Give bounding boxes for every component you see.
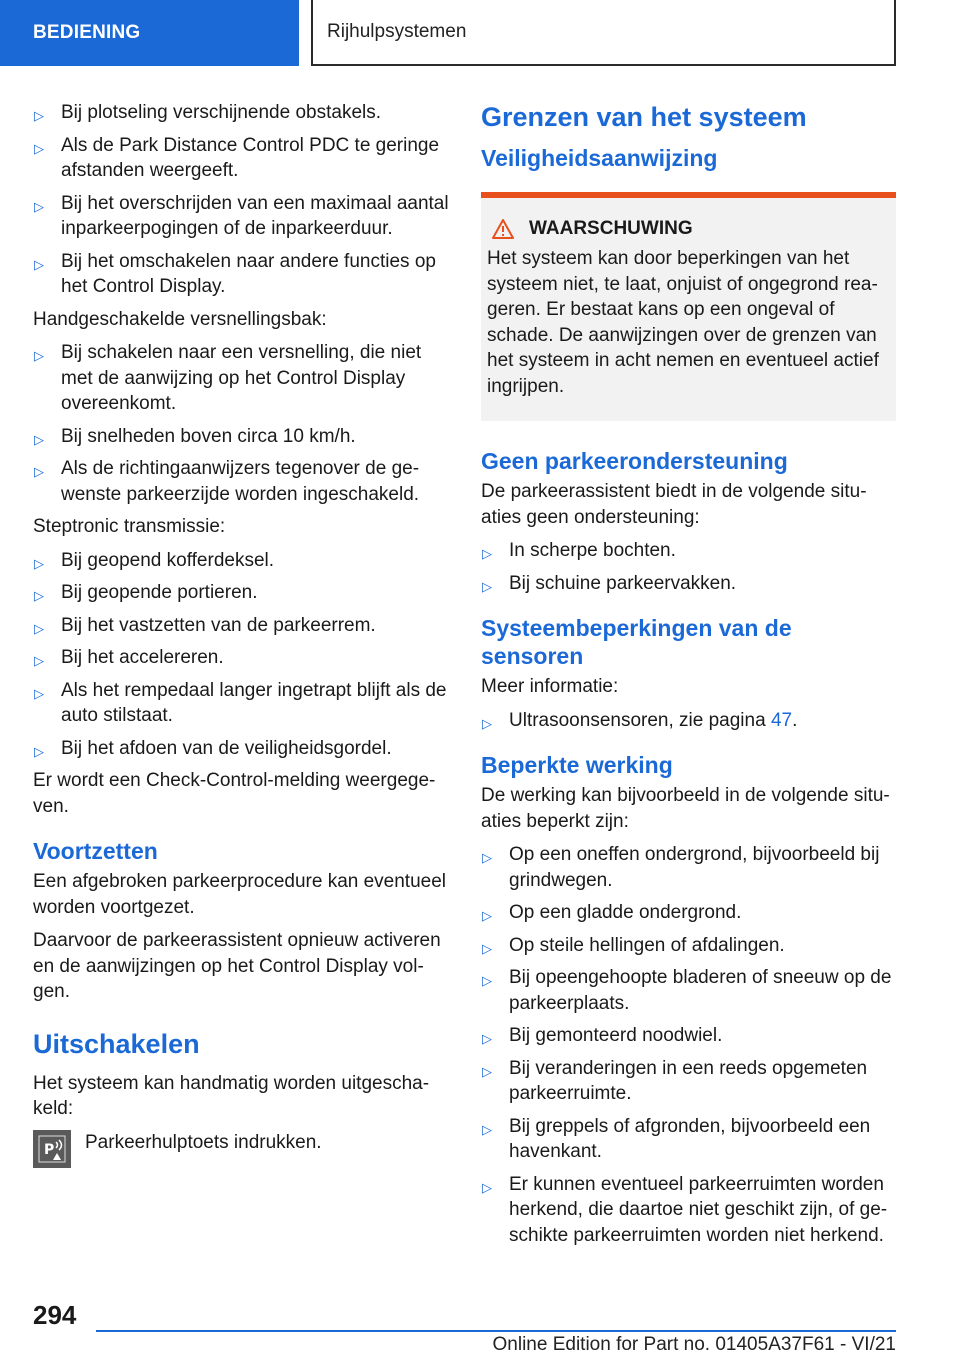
list-item: ▷ Bij greppels of afgronden, bijvoorbeeld een havenkant. xyxy=(482,1115,871,1162)
list-item: ▷ Op een oneffen ondergrond, bijvoorbeeld bij grindwegen. xyxy=(482,844,880,891)
limited-function-heading: Beperkte werking xyxy=(481,752,673,778)
list-item: ▷ Als de richtingaanwijzers tegenover de gewenste parkeerzijde worden ingeschakeld. xyxy=(34,458,420,505)
bullet-triangle-icon: ▷ xyxy=(482,715,492,731)
limited-function-paragraph: De werking kan bijvoorbeeld in de volgende situaties beperkt zijn: xyxy=(481,785,890,832)
bullet-triangle-icon: ▷ xyxy=(482,1063,492,1079)
bullet-triangle-icon: ▷ xyxy=(34,431,44,447)
safety-heading: Veiligheidsaanwijzing xyxy=(481,145,718,171)
voortzetten-paragraph-2: Daarvoor de parkeerassistent opnieuw activeren en de aanwijzingen op het Control Display volgen. xyxy=(33,930,441,1002)
uitschakelen-heading: Uitschakelen xyxy=(33,1028,200,1059)
page-link[interactable]: 47 xyxy=(770,709,793,731)
voortzetten-paragraph-1: Een afgebroken parkeerprocedure kan eventueel worden voortgezet. xyxy=(33,871,447,918)
no-support-list xyxy=(481,538,896,596)
list-item: ▷ Als de Park Distance Control PDC te geringe afstanden weergeeft. xyxy=(34,134,440,181)
list-item: ▷ Bij opeengehoopte bladeren of sneeuw op de parkeerplaats. xyxy=(482,967,892,1014)
voortzetten-heading: Voortzetten xyxy=(33,838,158,864)
list-item: ▷ Bij gemonteerd noodwiel. xyxy=(481,1023,896,1049)
limited-function-list xyxy=(481,842,896,1248)
bullet-triangle-icon: ▷ xyxy=(34,348,44,363)
section-title: BEDIENING xyxy=(33,22,141,43)
right-column xyxy=(481,100,896,1255)
uitschakelen-paragraph: Het systeem kan handmatig worden uitgeschakeld: xyxy=(33,1072,430,1119)
bullet-triangle-icon: ▷ xyxy=(34,653,44,668)
no-support-heading: Geen parkeerondersteuning xyxy=(481,448,788,474)
sensor-limits-heading: Systeembeperkingen van de sensoren xyxy=(481,615,792,669)
sensor-info-list xyxy=(481,708,896,734)
warning-box xyxy=(481,192,896,421)
list-item: ▷ Bij plotseling verschijnende obstakels. xyxy=(33,100,449,126)
bullet-triangle-icon: ▷ xyxy=(482,546,492,561)
cancel-conditions-list xyxy=(33,100,449,300)
list-item: ▷ Bij schuine parkeervakken. xyxy=(481,571,896,597)
list-item: ▷ Bij geopende portieren. xyxy=(33,580,449,606)
no-support-paragraph: De parkeerassistent biedt in de volgende situaties geen ondersteuning: xyxy=(481,481,867,528)
park-assist-button-icon xyxy=(33,1130,71,1168)
list-item: ▷ Er kunnen eventueel parkeerruimten worden herkend, die daartoe niet geschikt zijn, of geschikte parkeerruimten worden niet herkend. xyxy=(482,1173,888,1246)
bullet-triangle-icon: ▷ xyxy=(482,908,492,923)
list-item: ▷ Bij het overschrijden van een maximaal aantal inparkeerpogingen of de inparkeerduur. xyxy=(34,192,449,239)
bullet-triangle-icon: ▷ xyxy=(482,1031,492,1046)
bullet-triangle-icon: ▷ xyxy=(482,1179,492,1195)
bullet-triangle-icon: ▷ xyxy=(482,973,492,988)
list-item: ▷ In scherpe bochten. xyxy=(481,538,896,564)
warning-text: Het systeem kan door beperkingen van het systeem niet, te laat, onjuist of ongegrond reageren. Er bestaat kans op een ongeval of schade. De aanwijzingen over de grenzen van het systeem in acht nemen en eventueel actief ingrijpen. xyxy=(487,248,879,397)
check-control-text: Er wordt een Check-Control-melding weergegeven. xyxy=(33,770,436,817)
list-item: ▷ Bij geopend kofferdeksel. xyxy=(33,548,449,574)
list-item: ▷ Op een gladde ondergrond. xyxy=(481,900,896,926)
bullet-triangle-icon: ▷ xyxy=(482,940,492,956)
list-item: ▷ Bij schakelen naar een versnelling, die niet met de aanwijzing op het Control Display overeenkomt. xyxy=(34,342,422,414)
list-item: ▷ Op steile hellingen of afdalingen. xyxy=(481,933,896,959)
bullet-triangle-icon: ▷ xyxy=(34,588,44,603)
bullet-triangle-icon: ▷ xyxy=(34,555,44,571)
footer-edition: Online Edition for Part no. 01405A37F61 - VI/21 xyxy=(492,1334,896,1355)
bullet-triangle-icon: ▷ xyxy=(34,743,44,759)
footer-divider xyxy=(96,1330,896,1332)
warning-title: WAARSCHUWING xyxy=(487,218,888,240)
steptronic-label: Steptronic transmissie: xyxy=(33,516,226,537)
warning-triangle-icon xyxy=(491,218,515,240)
svg-text:P: P xyxy=(44,1141,55,1158)
bullet-triangle-icon: ▷ xyxy=(34,198,44,214)
bullet-triangle-icon: ▷ xyxy=(482,1121,492,1137)
list-item: ▷ Bij veranderingen in een reeds opgemeten parkeerruimte. xyxy=(482,1057,868,1104)
section-tab xyxy=(0,0,299,66)
list-item: ▷ Bij het accelereren. xyxy=(33,645,449,671)
chapter-header xyxy=(311,0,896,66)
bullet-triangle-icon: ▷ xyxy=(34,108,44,123)
list-item: ▷ Ultrasoonsensoren, zie pagina 47. xyxy=(481,708,896,734)
list-item: ▷ Bij het afdoen van de veiligheidsgordel. xyxy=(33,736,449,762)
bullet-triangle-icon: ▷ xyxy=(34,140,44,156)
list-item: ▷ Bij het vastzetten van de parkeerrem. xyxy=(33,613,449,639)
bullet-triangle-icon: ▷ xyxy=(482,578,492,594)
bullet-triangle-icon: ▷ xyxy=(34,620,44,636)
bullet-triangle-icon: ▷ xyxy=(34,464,44,479)
chapter-title: Rijhulpsystemen xyxy=(327,21,467,42)
page-number: 294 xyxy=(33,1300,77,1330)
manual-gearbox-list xyxy=(33,340,449,507)
steptronic-list xyxy=(33,548,449,762)
more-info-label: Meer informatie: xyxy=(481,676,619,697)
parking-key-text: Parkeerhulptoets indrukken. xyxy=(85,1131,322,1153)
list-item: ▷ Bij snelheden boven circa 10 km/h. xyxy=(33,424,449,450)
parking-key-instruction xyxy=(33,1130,449,1168)
bullet-triangle-icon: ▷ xyxy=(34,685,44,701)
left-column xyxy=(33,100,449,1168)
bullet-triangle-icon: ▷ xyxy=(34,256,44,272)
bullet-triangle-icon: ▷ xyxy=(482,850,492,865)
list-item: ▷ Als het rempedaal langer ingetrapt blijft als de auto stilstaat. xyxy=(34,679,447,726)
manual-gearbox-label: Handgeschakelde versnellingsbak: xyxy=(33,308,327,330)
list-item: ▷ Bij het omschakelen naar andere functies op het Control Display. xyxy=(34,250,436,297)
system-limits-heading: Grenzen van het systeem xyxy=(481,102,807,132)
